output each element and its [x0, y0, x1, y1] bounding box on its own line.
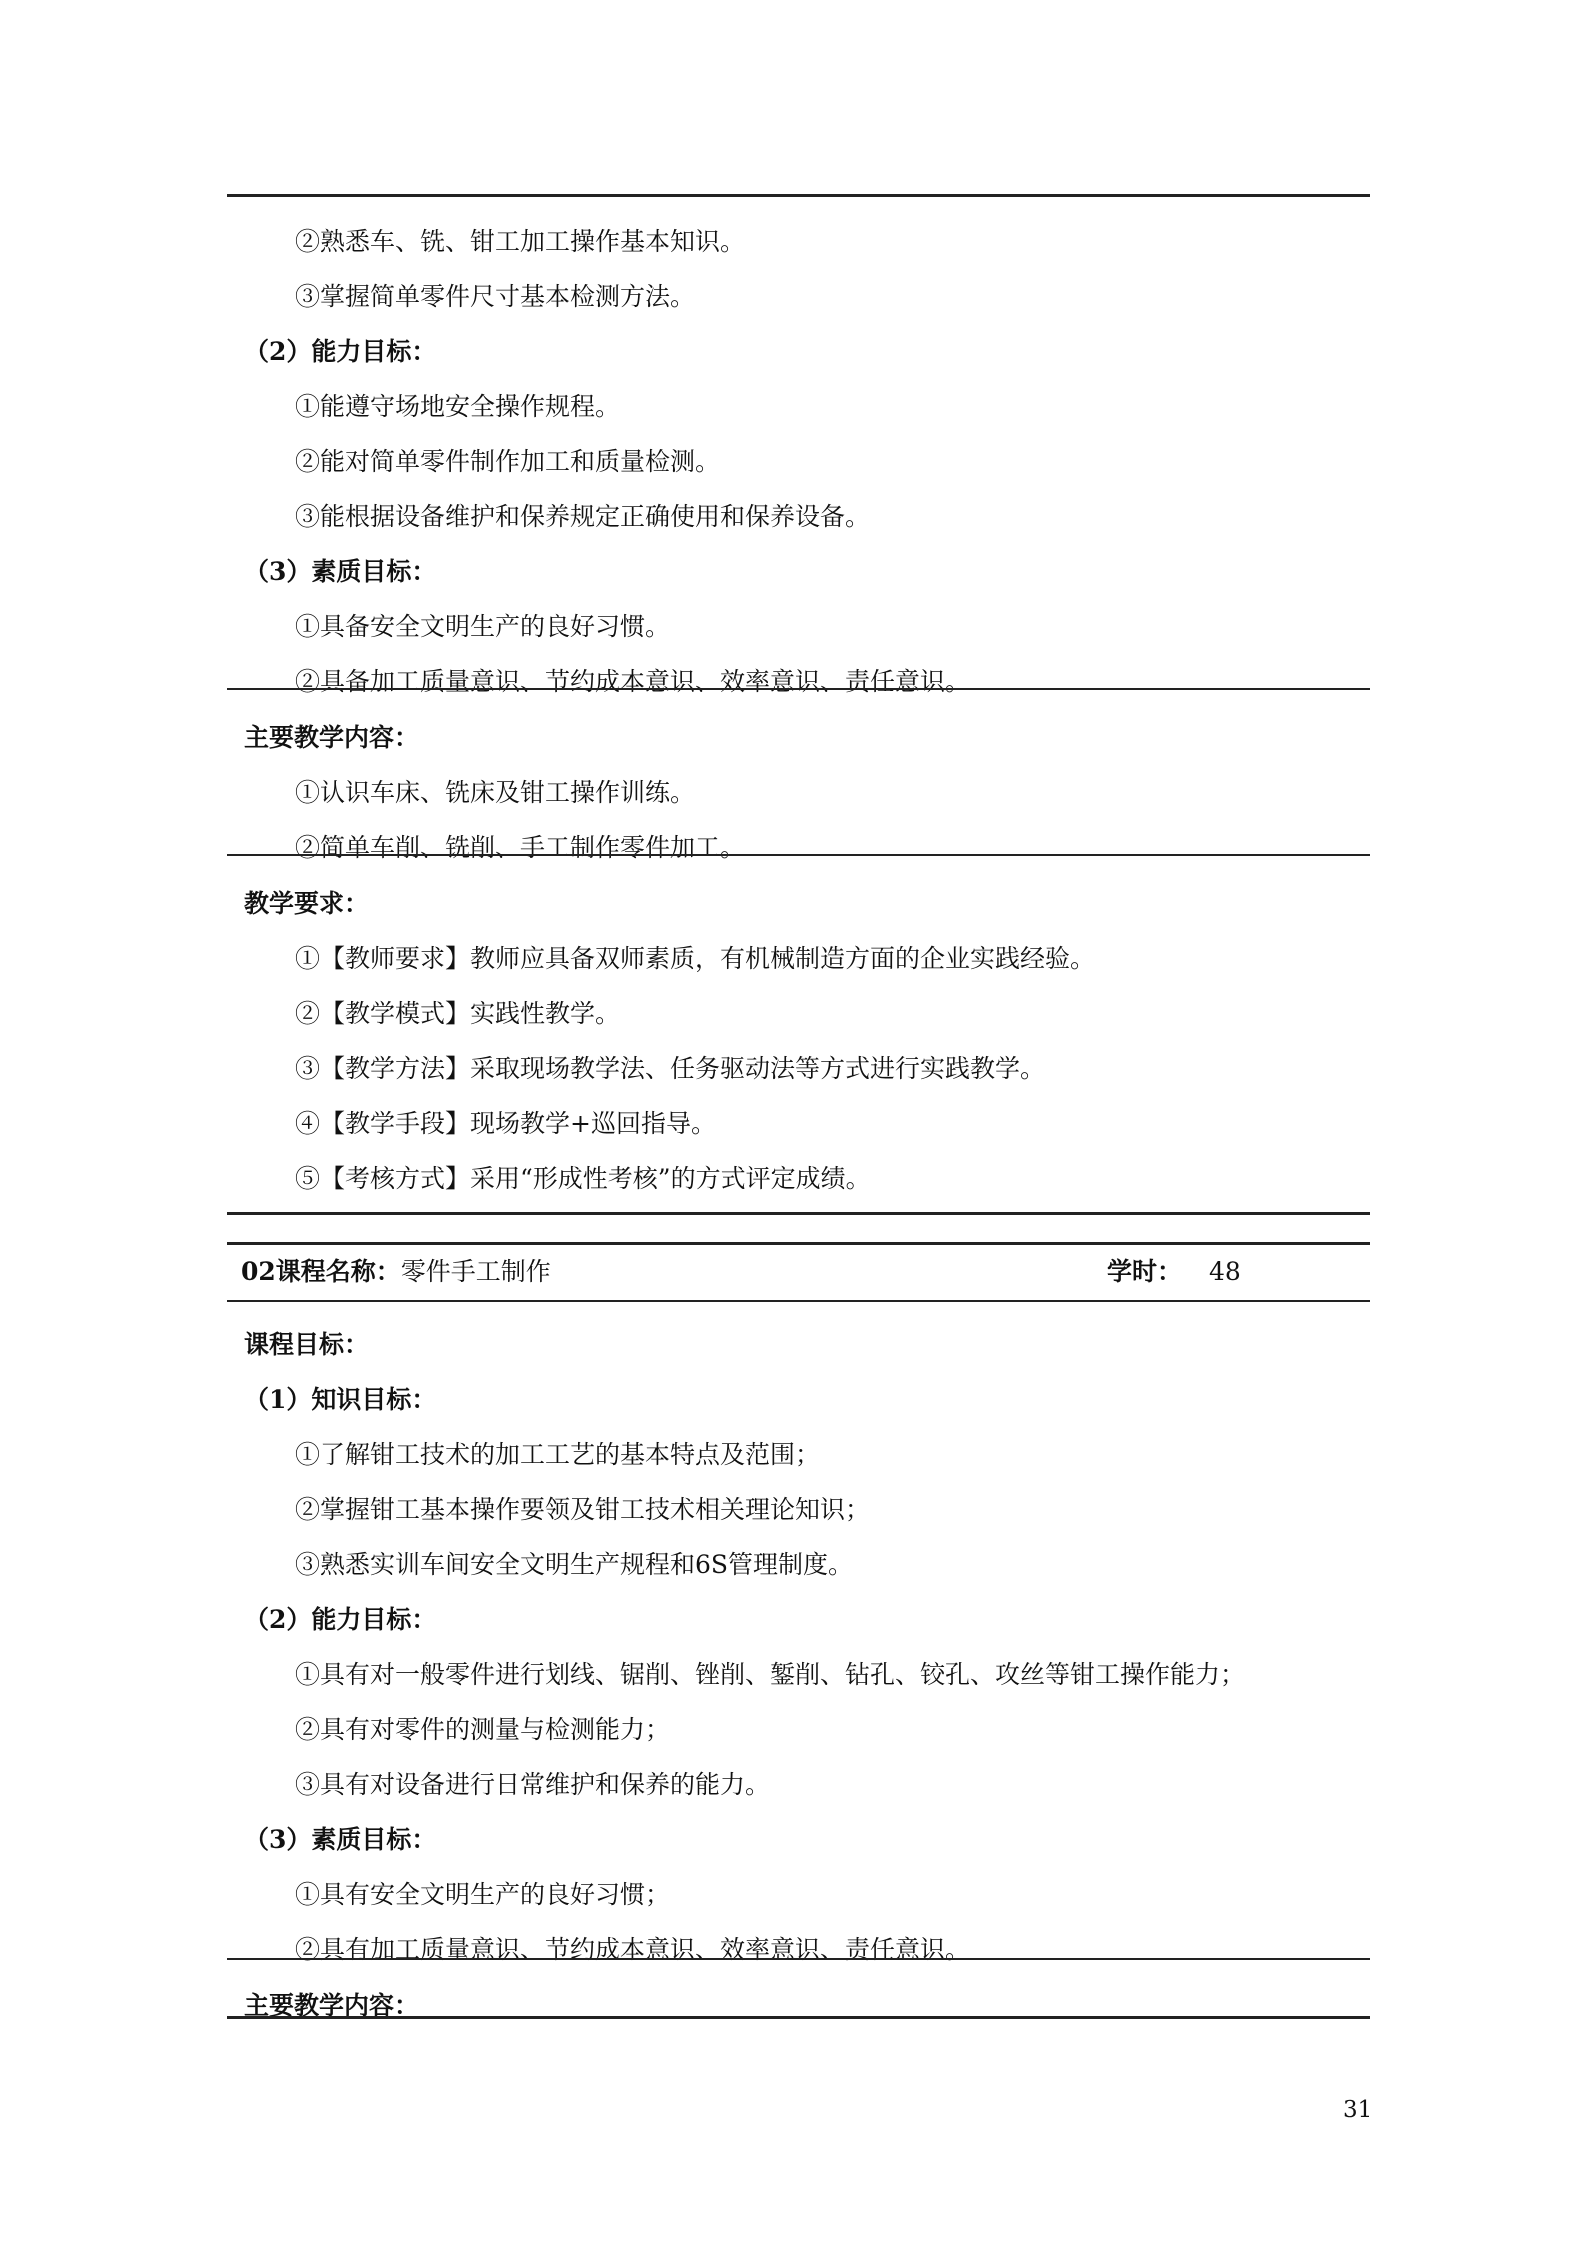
ability-item: ③具有对设备进行日常维护和保养的能力。: [295, 1770, 771, 1799]
knowledge-item: ①了解钳工技术的加工工艺的基本特点及范围；: [295, 1440, 821, 1469]
knowledge-item: ③熟悉实训车间安全文明生产规程和6S管理制度。: [295, 1550, 854, 1579]
ability-item: ②具有对零件的测量与检测能力；: [295, 1715, 671, 1744]
quality-goal-title: （3）素质目标：: [244, 557, 437, 586]
knowledge-goal-title: （1）知识目标：: [244, 1385, 437, 1414]
table-bottom-border: [227, 2016, 1370, 2019]
ability-item: ①具有对一般零件进行划线、锯削、锉削、錾削、钻孔、铰孔、攻丝等钳工操作能力；: [295, 1660, 1246, 1689]
requirement-item: ③【教学方法】采取现场教学法、任务驱动法等方式进行实践教学。: [295, 1054, 1046, 1083]
quality-item: ②具有加工质量意识、节约成本意识、效率意识、责任意识。: [295, 1935, 971, 1964]
requirement-item: ⑤【考核方式】采用“形成性考核”的方式评定成绩。: [295, 1164, 871, 1193]
hours-value: 48: [1209, 1257, 1241, 1286]
teaching-content-title: 主要教学内容：: [244, 1991, 420, 2020]
quality-item: ②具备加工质量意识、节约成本意识、效率意识、责任意识。: [295, 667, 971, 696]
course-name-value: 零件手工制作: [400, 1257, 551, 1286]
requirement-item: ②【教学模式】实践性教学。: [295, 999, 621, 1028]
requirement-item: ④【教学手段】现场教学+巡回指导。: [295, 1109, 716, 1138]
course-name-row: [227, 1244, 1370, 1299]
course-name-label: 02课程名称：: [241, 1257, 401, 1286]
ability-item: ①能遵守场地安全操作规程。: [295, 392, 621, 421]
knowledge-item: ②熟悉车、铣、钳工加工操作基本知识。: [295, 227, 746, 256]
teaching-content-title: 主要教学内容：: [244, 723, 420, 752]
hours-label: 学时：: [1107, 1257, 1183, 1286]
table-top-border: [227, 194, 1370, 197]
ability-goal-title: （2）能力目标：: [244, 1605, 437, 1634]
section-divider: [227, 688, 1370, 690]
ability-goal-title: （2）能力目标：: [244, 337, 437, 366]
course-goals-title: 课程目标：: [244, 1330, 370, 1359]
quality-goal-title: （3）素质目标：: [244, 1825, 437, 1854]
requirement-item: ①【教师要求】教师应具备双师素质，有机械制造方面的企业实践经验。: [295, 944, 1096, 973]
ability-item: ②能对简单零件制作加工和质量检测。: [295, 447, 721, 476]
teaching-requirements-title: 教学要求：: [244, 889, 370, 918]
ability-item: ③能根据设备维护和保养规定正确使用和保养设备。: [295, 502, 871, 531]
section-divider: [227, 1958, 1370, 1960]
page-number: 31: [1343, 2097, 1373, 2123]
knowledge-item: ③掌握简单零件尺寸基本检测方法。: [295, 282, 696, 311]
section-divider: [227, 1300, 1370, 1302]
content-item: ②简单车削、铣削、手工制作零件加工。: [295, 833, 746, 862]
quality-item: ①具备安全文明生产的良好习惯。: [295, 612, 671, 641]
quality-item: ①具有安全文明生产的良好习惯；: [295, 1880, 671, 1909]
content-item: ①认识车床、铣床及钳工操作训练。: [295, 778, 696, 807]
section-divider: [227, 854, 1370, 856]
table-bottom-border: [227, 1212, 1370, 1215]
knowledge-item: ②掌握钳工基本操作要领及钳工技术相关理论知识；: [295, 1495, 871, 1524]
